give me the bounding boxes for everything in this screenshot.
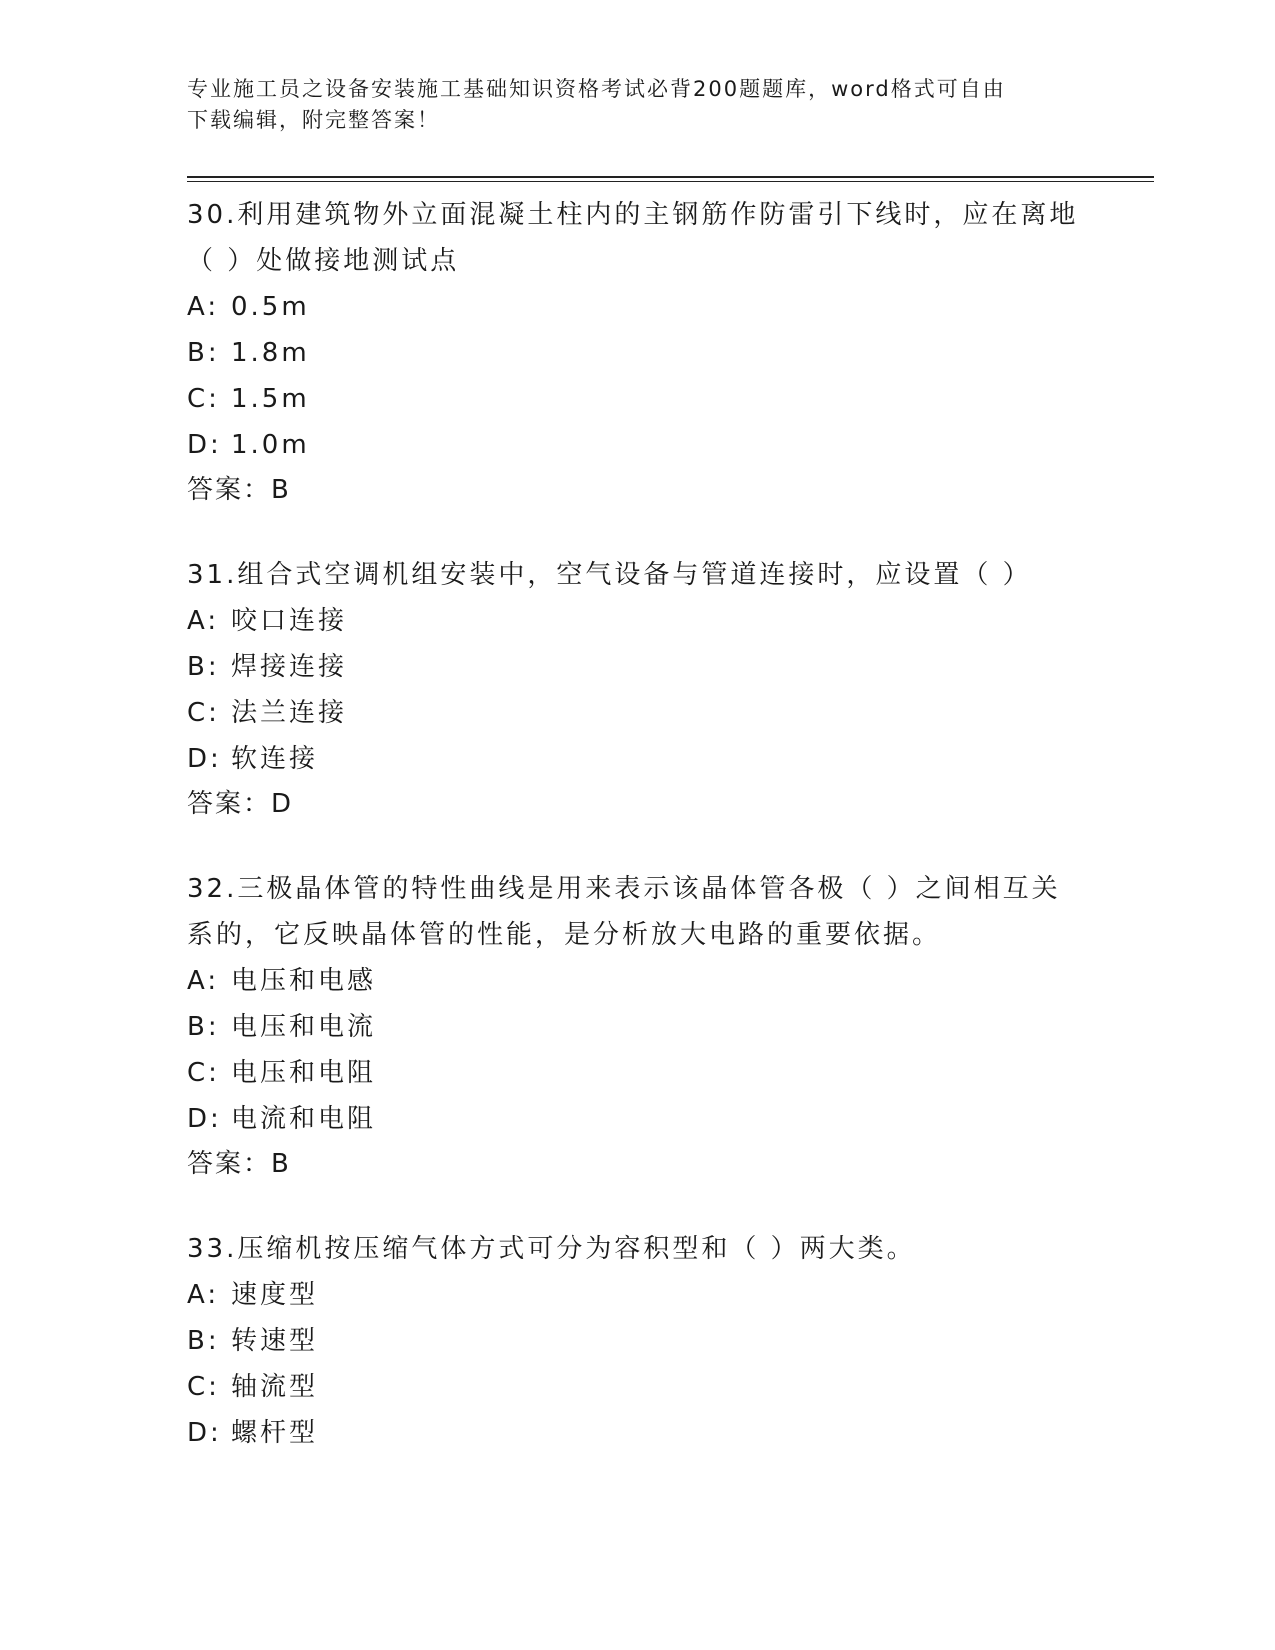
document-header <box>187 74 1087 136</box>
option-value: 焊接连接 <box>231 652 348 682</box>
question-text: 30.利用建筑物外立面混凝土柱内的主钢筋作防雷引下线时，应在离地 <box>187 200 1079 230</box>
header-divider-thin <box>187 181 1154 182</box>
question-text: 33.压缩机按压缩气体方式可分为容积型和（ ）两大类。 <box>187 1234 916 1264</box>
option-c <box>187 1050 1087 1096</box>
option-label: B: <box>187 338 220 368</box>
option-d <box>187 422 1087 468</box>
option-label: C: <box>187 384 220 414</box>
option-b <box>187 644 1087 690</box>
option-label: D: <box>187 1104 222 1134</box>
option-label: D: <box>187 430 222 460</box>
option-value: 速度型 <box>231 1280 319 1310</box>
option-value: 1.0m <box>231 430 310 460</box>
option-c <box>187 376 1087 422</box>
option-value: 螺杆型 <box>231 1418 319 1448</box>
option-c <box>187 1364 1087 1410</box>
option-value: 电流和电阻 <box>231 1104 377 1134</box>
question-31 <box>187 552 1087 826</box>
option-d <box>187 1410 1087 1456</box>
option-d <box>187 1096 1087 1142</box>
option-b <box>187 1318 1087 1364</box>
option-label: C: <box>187 698 220 728</box>
option-value: 轴流型 <box>231 1372 319 1402</box>
question-text-continued: 系的，它反映晶体管的性能，是分析放大电路的重要依据。 <box>187 920 942 950</box>
question-text: 31.组合式空调机组安装中，空气设备与管道连接时，应设置（ ） <box>187 560 1032 590</box>
answer-text: 答案：D <box>187 789 294 819</box>
option-value: 0.5m <box>231 292 310 322</box>
option-value: 电压和电流 <box>231 1012 377 1042</box>
option-value: 电压和电阻 <box>231 1058 377 1088</box>
option-a <box>187 284 1087 330</box>
option-b <box>187 1004 1087 1050</box>
option-label: C: <box>187 1372 220 1402</box>
option-value: 1.8m <box>231 338 310 368</box>
option-label: D: <box>187 744 222 774</box>
question-33 <box>187 1226 1087 1456</box>
option-d <box>187 736 1087 782</box>
option-label: B: <box>187 1012 220 1042</box>
option-value: 电压和电感 <box>231 966 377 996</box>
option-label: A: <box>187 292 220 322</box>
option-a <box>187 1272 1087 1318</box>
question-30 <box>187 192 1087 512</box>
option-value: 法兰连接 <box>231 698 348 728</box>
option-a <box>187 958 1087 1004</box>
option-b <box>187 330 1087 376</box>
option-label: B: <box>187 652 220 682</box>
question-32 <box>187 866 1087 1186</box>
option-a <box>187 598 1087 644</box>
option-value: 软连接 <box>231 744 319 774</box>
option-value: 1.5m <box>231 384 310 414</box>
question-text-continued: （ ）处做接地测试点 <box>187 246 460 276</box>
header-line-2: 下载编辑，附完整答案！ <box>187 108 440 132</box>
question-list <box>187 192 1087 1496</box>
answer-text: 答案：B <box>187 1149 291 1179</box>
option-label: A: <box>187 966 220 996</box>
option-label: A: <box>187 1280 220 1310</box>
option-label: C: <box>187 1058 220 1088</box>
header-line-1: 专业施工员之设备安装施工基础知识资格考试必背200题题库，word格式可自由 <box>187 77 1006 101</box>
header-divider-thick <box>187 176 1154 178</box>
option-value: 咬口连接 <box>231 606 348 636</box>
option-label: A: <box>187 606 220 636</box>
option-c <box>187 690 1087 736</box>
option-label: B: <box>187 1326 220 1356</box>
option-value: 转速型 <box>231 1326 319 1356</box>
answer-text: 答案：B <box>187 475 291 505</box>
question-text: 32.三极晶体管的特性曲线是用来表示该晶体管各极（ ）之间相互关 <box>187 874 1061 904</box>
option-label: D: <box>187 1418 222 1448</box>
